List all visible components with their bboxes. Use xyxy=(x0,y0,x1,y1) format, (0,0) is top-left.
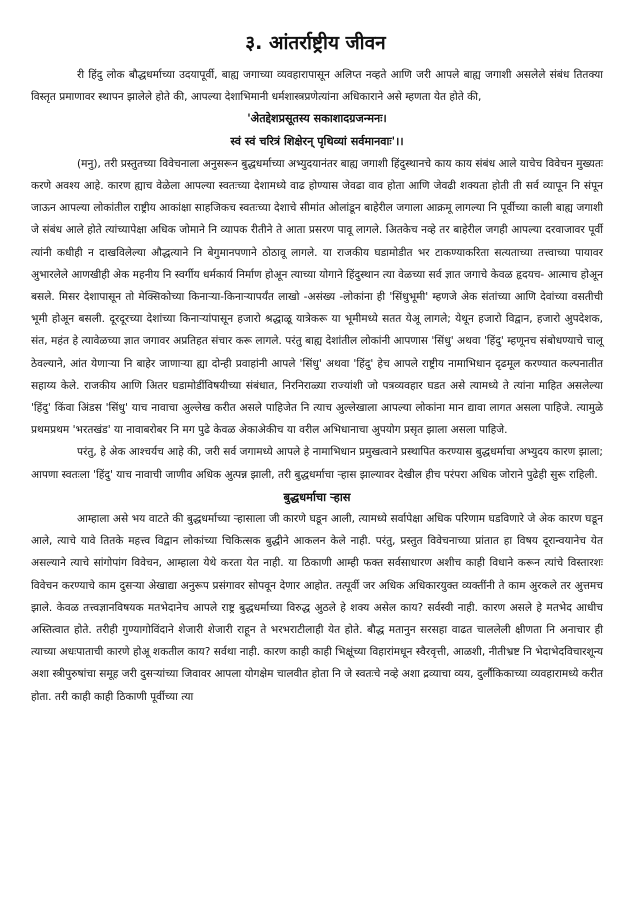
document-body xyxy=(31,64,603,708)
verse-line-1: 'अेतद्देशप्रसूतस्य सकाशादग्रजन्मनः। xyxy=(247,112,387,126)
paragraph-name-tradition: परंतु, हे अेक आश्चर्यच आहे की, जरी सर्व जगामध्ये आपले हे नामाभिधान प्रमुखत्वाने प्रस्थापित करण्यास बुद्धधर्माचा अभ्युदय कारण झाला; आपणा स्वतःला 'हिंदु' याच नावाची जाणीव अधिक अुत्पन्न झाली, तरी बुद्धधर्माचा ऱ्हास झाल्यावर देखील हीच परंपरा अधिक जोराने पुढेही सुरू राहिली. xyxy=(31,446,603,481)
paragraph-intro: री हिंदु लोक बौद्धधर्माच्या उदयापूर्वी, बाह्य जगाच्या व्यवहारापासून अलिप्त नव्हते आणि जरी आपले बाह्य जगाशी असलेले संबंध तितक्या विस्तृत प्रमाणावर स्थापन झालेले होते की, आपल्या देशाभिमानी धर्मशास्त्रप्रणेत्यांना अधिकाराने असे म्हणता येत होते की, xyxy=(31,69,603,104)
paragraph-decline: आम्हाला असे भय वाटते की बुद्धधर्माच्या ऱ्हासाला जी कारणे घडून आली, त्यामध्ये सर्वापेक्षा अधिक परिणाम घडविणारे जे अेक कारण घडून आले, त्याचे यावे तितके महत्त्व विद्वान लोकांच्या चिकित्सक बुद्धीने आकलन केले नाही. परंतु, प्रस्तुत विवेचनाच्या प्रांतात हा विषय दूरान्वयानेच येत असल्याने त्याचे सांगोपांग विवेचन, आम्हाला येथे करता येत नाही. या ठिकाणी आम्ही फक्त सर्वसाधारण अशीच काही विधाने करून त्यांचे विस्तारशः विवेचन करण्याचे काम दुसऱ्या अेखाद्या अनुरूप प्रसंगावर सोपवून देणार आहोत. तत्पूर्वी जर अधिक अधिकारयुक्त व्यक्तींनी ते काम अुरकले तर अुत्तमच झाले. केवळ तत्त्वज्ञानविषयक मतभेदानेच आपले राष्ट्र बुद्धधर्माच्या विरुद्ध अुठले हे शक्य असेल काय? सर्वस्वी नाही. कारण असले हे मतभेद आधीच अस्तित्वात होते. तरीही गुण्यागोविंदाने शेजारी शेजारी राहून ते भरभराटीलाही येत होते. बौद्ध मतानुन सरसहा वाढत चाललेली क्षीणता नि अनाचार ही त्याच्या अधःपाताची कारणे होअू शकतील काय? सर्वथा नाही. कारण काही काही भिक्षूंच्या विहारांमधून स्वैरवृत्ती, आळशी, नीतीभ्रष्ट नि भेदाभेदविचारशून्य अशा स्त्रीपुरुषांचा समूह जरी दुसऱ्यांच्या जिवावर आपला योगक्षेम चालवीत होता नि जे स्वतःचे नव्हे अशा द्रव्याचा व्यय, दुर्लौकिकाच्या व्यवहारामध्ये करीत होता. तरी काही काही ठिकाणी पूर्वीच्या त्या xyxy=(31,513,603,703)
paragraph-manu-discussion: (मनु), तरी प्रस्तुतच्या विवेचनाला अनुसरून बुद्धधर्माच्या अभ्युदयानंतर बाह्य जगाशी हिंदुस्थानचे काय काय संबंध आले याचेच विवेचन मुख्यतः करणे अवश्य आहे. कारण ह्याच वेळेला आपल्या स्वतःच्या देशामध्ये वाढ होण्यास जेवढा वाव होता आणि जेवढी शक्यता होती ती सर्व व्यापून नि संपून जाऊन आपल्या लोकांतील राष्ट्रीय आकांक्षा साहजिकच स्वतःच्या देशाचे सीमांत ओलांडून बाहेरील जगाला आक्रमू लागल्या नि पूर्वीच्या काली बाह्य जगाशी जे संबंध आले होते त्यांच्यापेक्षा अधिक जोमाने नि व्यापक रीतीने ते आता प्रसरण पावू लागले. अितकेच नव्हे तर बाहेरील जगही आपल्या दरवाजावर पूर्वी त्यांनी कधीही न दाखविलेल्या औद्धत्याने नि बेगुमानपणाने ठोठावू लागले. या राजकीय घडामोडीत भर टाकण्याकरिता सत्यताच्या तत्त्वाच्या पायावर अुभारलेले आणखीही अेक महनीय नि स्वर्गीय धर्मकार्य निर्माण होअून त्याच्या योगाने हिंदुस्थान त्या वेळच्या सर्व ज्ञात जगाचे केवळ हृदयच- आत्माच होअून बसले. मिसर देशापासून तो मेक्सिकोच्या किनाऱ्या-किनाऱ्यापर्यंत लाखो -असंख्य -लोकांना ही 'सिंधुभूमी' म्हणजे अेक संतांच्या आणि देवांच्या वसतीची भूमी होअून बसली. दूरदूरच्या देशांच्या किनाऱ्यांपासून हजारो श्रद्धाळू यात्रेकरू या भूमीमध्ये सतत येअू लागले; येथून हजारो विद्वान, हजारो अुपदेशक, संत, महंत हे त्यावेळच्या ज्ञात जगावर अप्रतिहत संचार करू लागले. परंतु बाह्य देशांतील लोकांनी आपणास 'सिंधु' अथवा 'हिंदु' म्हणूनच संबोधण्याचे चालू ठेवल्याने, आंत येणाऱ्या नि बाहेर जाणाऱ्या ह्या दोन्ही प्रवाहांनी आपले 'सिंधु' अथवा 'हिंदु' हेच आपले राष्ट्रीय नामाभिधान दृढमूल करण्यात कल्पनातीत सहाय्य केले. राजकीय आणि अितर घडामोडींविषयीच्या संबंधात, निरनिराळ्या राज्यांशी जो पत्रव्यवहार घडत असे त्यामध्ये ते त्यांना माहित असलेल्या 'हिंदु' किंवा अिंडस 'सिंधु' याच नावाचा अुल्लेख करीत असले पाहिजेत नि त्याच अुल्लेखाला आपल्या लोकांना मान द्यावा लागत असला पाहिजे. त्यामुळे प्रथमप्रथम 'भरतखंड' या नावाबरोबर नि मग पुढे केवळ अेकाअेकीच या वरील अभिधानाचा अुपयोग प्रसृत झाला असला पाहिजे. xyxy=(31,157,603,437)
verse-line-2: स्वं स्वं चरित्रं शिक्षेरन् पृथिव्यां सर्वमानवाः'।। xyxy=(230,134,404,148)
page-title: ३. आंतर्राष्ट्रीय जीवन xyxy=(245,32,386,54)
section-heading: बुद्धधर्माचा ऱ्हास xyxy=(283,489,351,504)
